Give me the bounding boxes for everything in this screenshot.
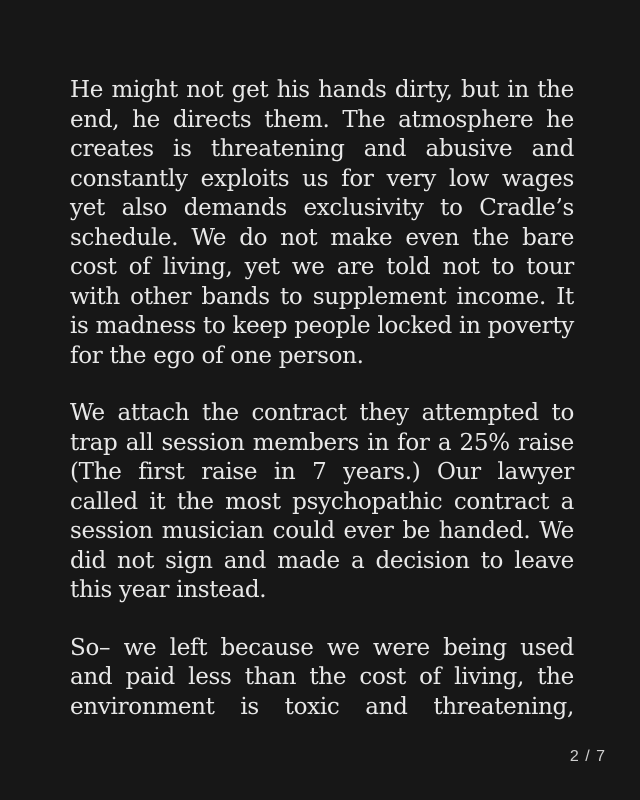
paragraph-3: So– we left because we were being used and paid less than the cost of living, the environment is toxic and threatening, [70,634,574,720]
page-indicator: 2 / 7 [569,748,606,765]
paragraph-2: We attach the contract they attempted to trap all session members in for a 25% raise (The first raise in 7 years.) Our lawyer called it the most psychopathic contract a session musician could ever be handed. We did not sign and made a decision to leave this year instead. [70,400,574,603]
text-body [70,76,574,750]
paragraph-1: He might not get his hands dirty, but in the end, he directs them. The atmosphere he creates is threatening and abusive and constantly exploits us for very low wages yet also demands exclusivity to Cradle’s schedule. We do not make even the bare cost of living, yet we are told not to tour with other bands to supplement income. It is madness to keep people locked in poverty for the ego of one person. [70,77,574,369]
